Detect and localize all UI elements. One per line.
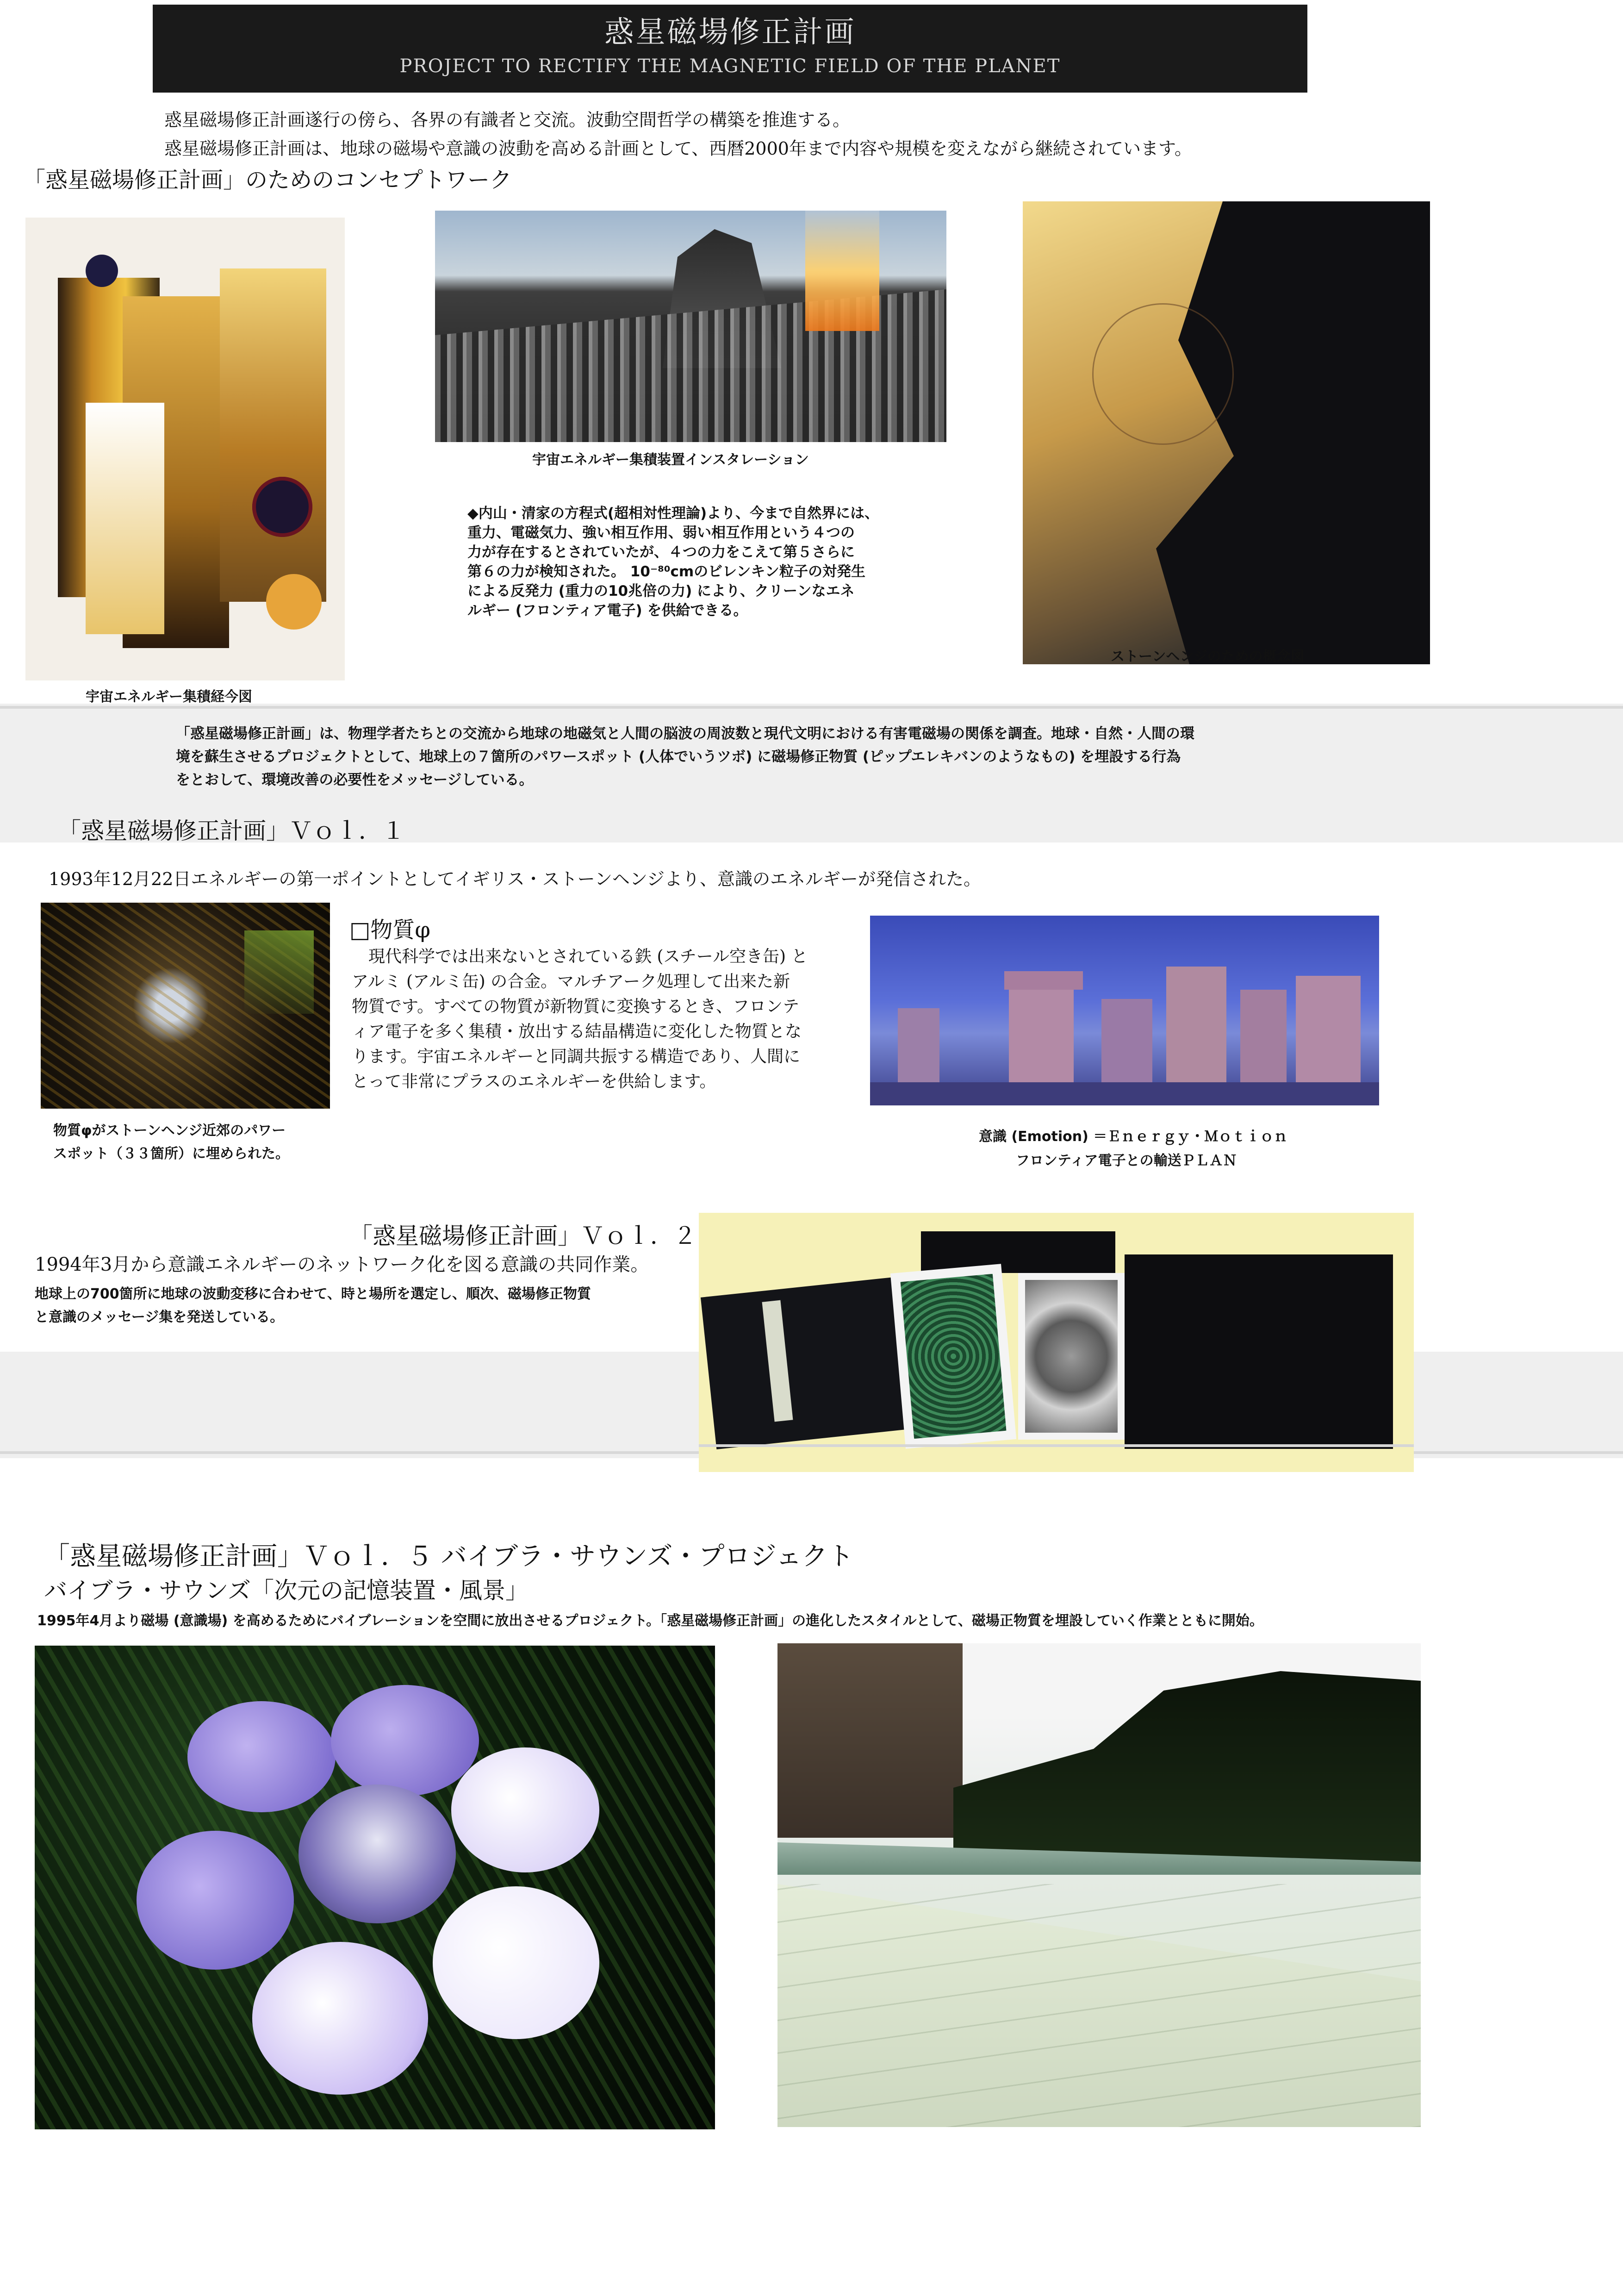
vibra-discs-photo [35,1646,715,2129]
summary-line: 「惑星磁場修正計画」は、物理学者たちとの交流から地球の地磁気と人間の脳波の周波数と現代文明における有害電磁場の関係を調査。地球・自然・人間の環 [176,725,1194,742]
caption-line: 意識 (Emotion) ＝Ｅｎｅｒｇｙ・Ｍｏｔｉｏｎ [979,1129,1288,1145]
phi-box-title: □物質φ [349,917,430,943]
vol1-caption-left [53,1119,289,1166]
vol5-line: 1995年4月より磁場 (意識場) を高めるためにバイブレーションを空間に放出させるプロジェクト。「惑星磁場修正計画」の進化したスタイルとして、磁場正物質を埋設していく作業とともに開始。 [37,1613,1263,1629]
concept-caption-center: 宇宙エネルギー集積装置インスタレーション [532,452,809,468]
phi-material-photo [41,903,330,1109]
vol1-caption-right [979,1125,1287,1173]
vol2-heading: 「惑星磁場修正計画」Ｖｏｌ．２ [349,1223,696,1249]
title-banner [153,5,1307,93]
caption-line: 物質φがストーンヘンジ近郊のパワー [53,1123,286,1139]
vol2-line-2: 地球上の700箇所に地球の波動変移に合わせて、時と場所を選定し、順次、磁場修正物質 [35,1286,591,1302]
summary-line: 境を蘇生させるプロジェクトとして、地球上の７箇所のパワースポット (人体でいうツボ) に磁場修正物質 (ピップエレキバンのようなもの) を埋設する行為 [176,749,1181,765]
caption-line: フロンティア電子との輸送ＰＬＡＮ [1016,1153,1237,1169]
phi-line: とって非常にプラスのエネルギーを供給します。 [352,1072,716,1091]
note-line: ルギー (フロンティア電子) を供給できる。 [467,602,748,619]
phi-line: 物質です。すべての物質が新物質に変換するとき、フロンテ [352,997,799,1016]
installation-photo [435,211,946,442]
phi-line: ィア電子を多く集積・放出する結晶構造に変化した物質とな [352,1022,802,1041]
page-subtitle: PROJECT TO RECTIFY THE MAGNETIC FIELD OF THE PLANET [399,56,1061,77]
note-line: 重力、電磁気力、強い相互作用、弱い相互作用という４つの [467,524,855,541]
phi-line: アルミ (アルミ缶) の合金。マルチアーク処理して出来た新 [352,972,790,991]
concept-caption-right: ストーンヘンジのための概念図 [1111,649,1305,665]
concept-heading: 「惑星磁場修正計画」のためのコンセプトワーク [23,167,512,193]
summary-line: をとおして、環境改善の必要性をメッセージしている。 [176,772,534,788]
vibra-terrace-photo [777,1643,1421,2127]
vol1-line: 1993年12月22日エネルギーの第一ポイントとしてイギリス・ストーンヘンジより、意識のエネルギーが発信された。 [49,869,981,889]
intro-line-1: 惑星磁場修正計画遂行の傍ら、各界の有識者と交流。波動空間哲学の構築を推進する。 [164,110,851,130]
vol2-line-3: と意識のメッセージ集を発送している。 [35,1309,284,1325]
phi-line: 現代科学では出来ないとされている鉄 (スチール空き缶) と [352,947,808,966]
caption-line: スポット（３３箇所）に埋められた。 [53,1146,289,1162]
message-cards-photo [699,1213,1414,1472]
vol2-line-1: 1994年3月から意識エネルギーのネットワーク化を図る意識の共同作業。 [35,1254,649,1275]
stonehenge-concept-photo [1023,201,1430,664]
fold-crease [0,706,1623,709]
phi-line: ります。宇宙エネルギーと同調共振する構造であり、人間に [352,1047,801,1066]
note-line: 第６の力が検知された。 10⁻⁸⁰cmのビレンキン粒子の対発生 [467,563,866,580]
note-line: による反発力 (重力の10兆倍の力) により、クリーンなエネ [467,583,855,599]
intro-line-2: 惑星磁場修正計画は、地球の磁場や意識の波動を高める計画として、西暦2000年まで内容や規模を変えながら継続されています。 [164,138,1192,159]
note-line: ◆内山・清家の方程式(超相対性理論)より、今まで自然界には、 [467,505,879,522]
concept-summary [176,722,1194,792]
stonehenge-photo [870,916,1379,1105]
vol1-heading: 「惑星磁場修正計画」Ｖｏｌ．１ [58,817,405,844]
vol5-subheading: バイブラ・サウンズ「次元の記憶装置・風景」 [44,1577,529,1604]
note-line: 力が存在するとされていたが、４つの力をこえて第５さらに [467,544,855,561]
concept-collage-photo [25,218,345,680]
concept-note [467,504,879,620]
vol5-heading: 「惑星磁場修正計画」Ｖｏｌ．５ バイブラ・サウンズ・プロジェクト [44,1541,854,1572]
concept-caption-left: 宇宙エネルギー集積経今図 [86,689,252,705]
page-title: 惑星磁場修正計画 [604,15,856,50]
phi-box-text [352,944,808,1094]
